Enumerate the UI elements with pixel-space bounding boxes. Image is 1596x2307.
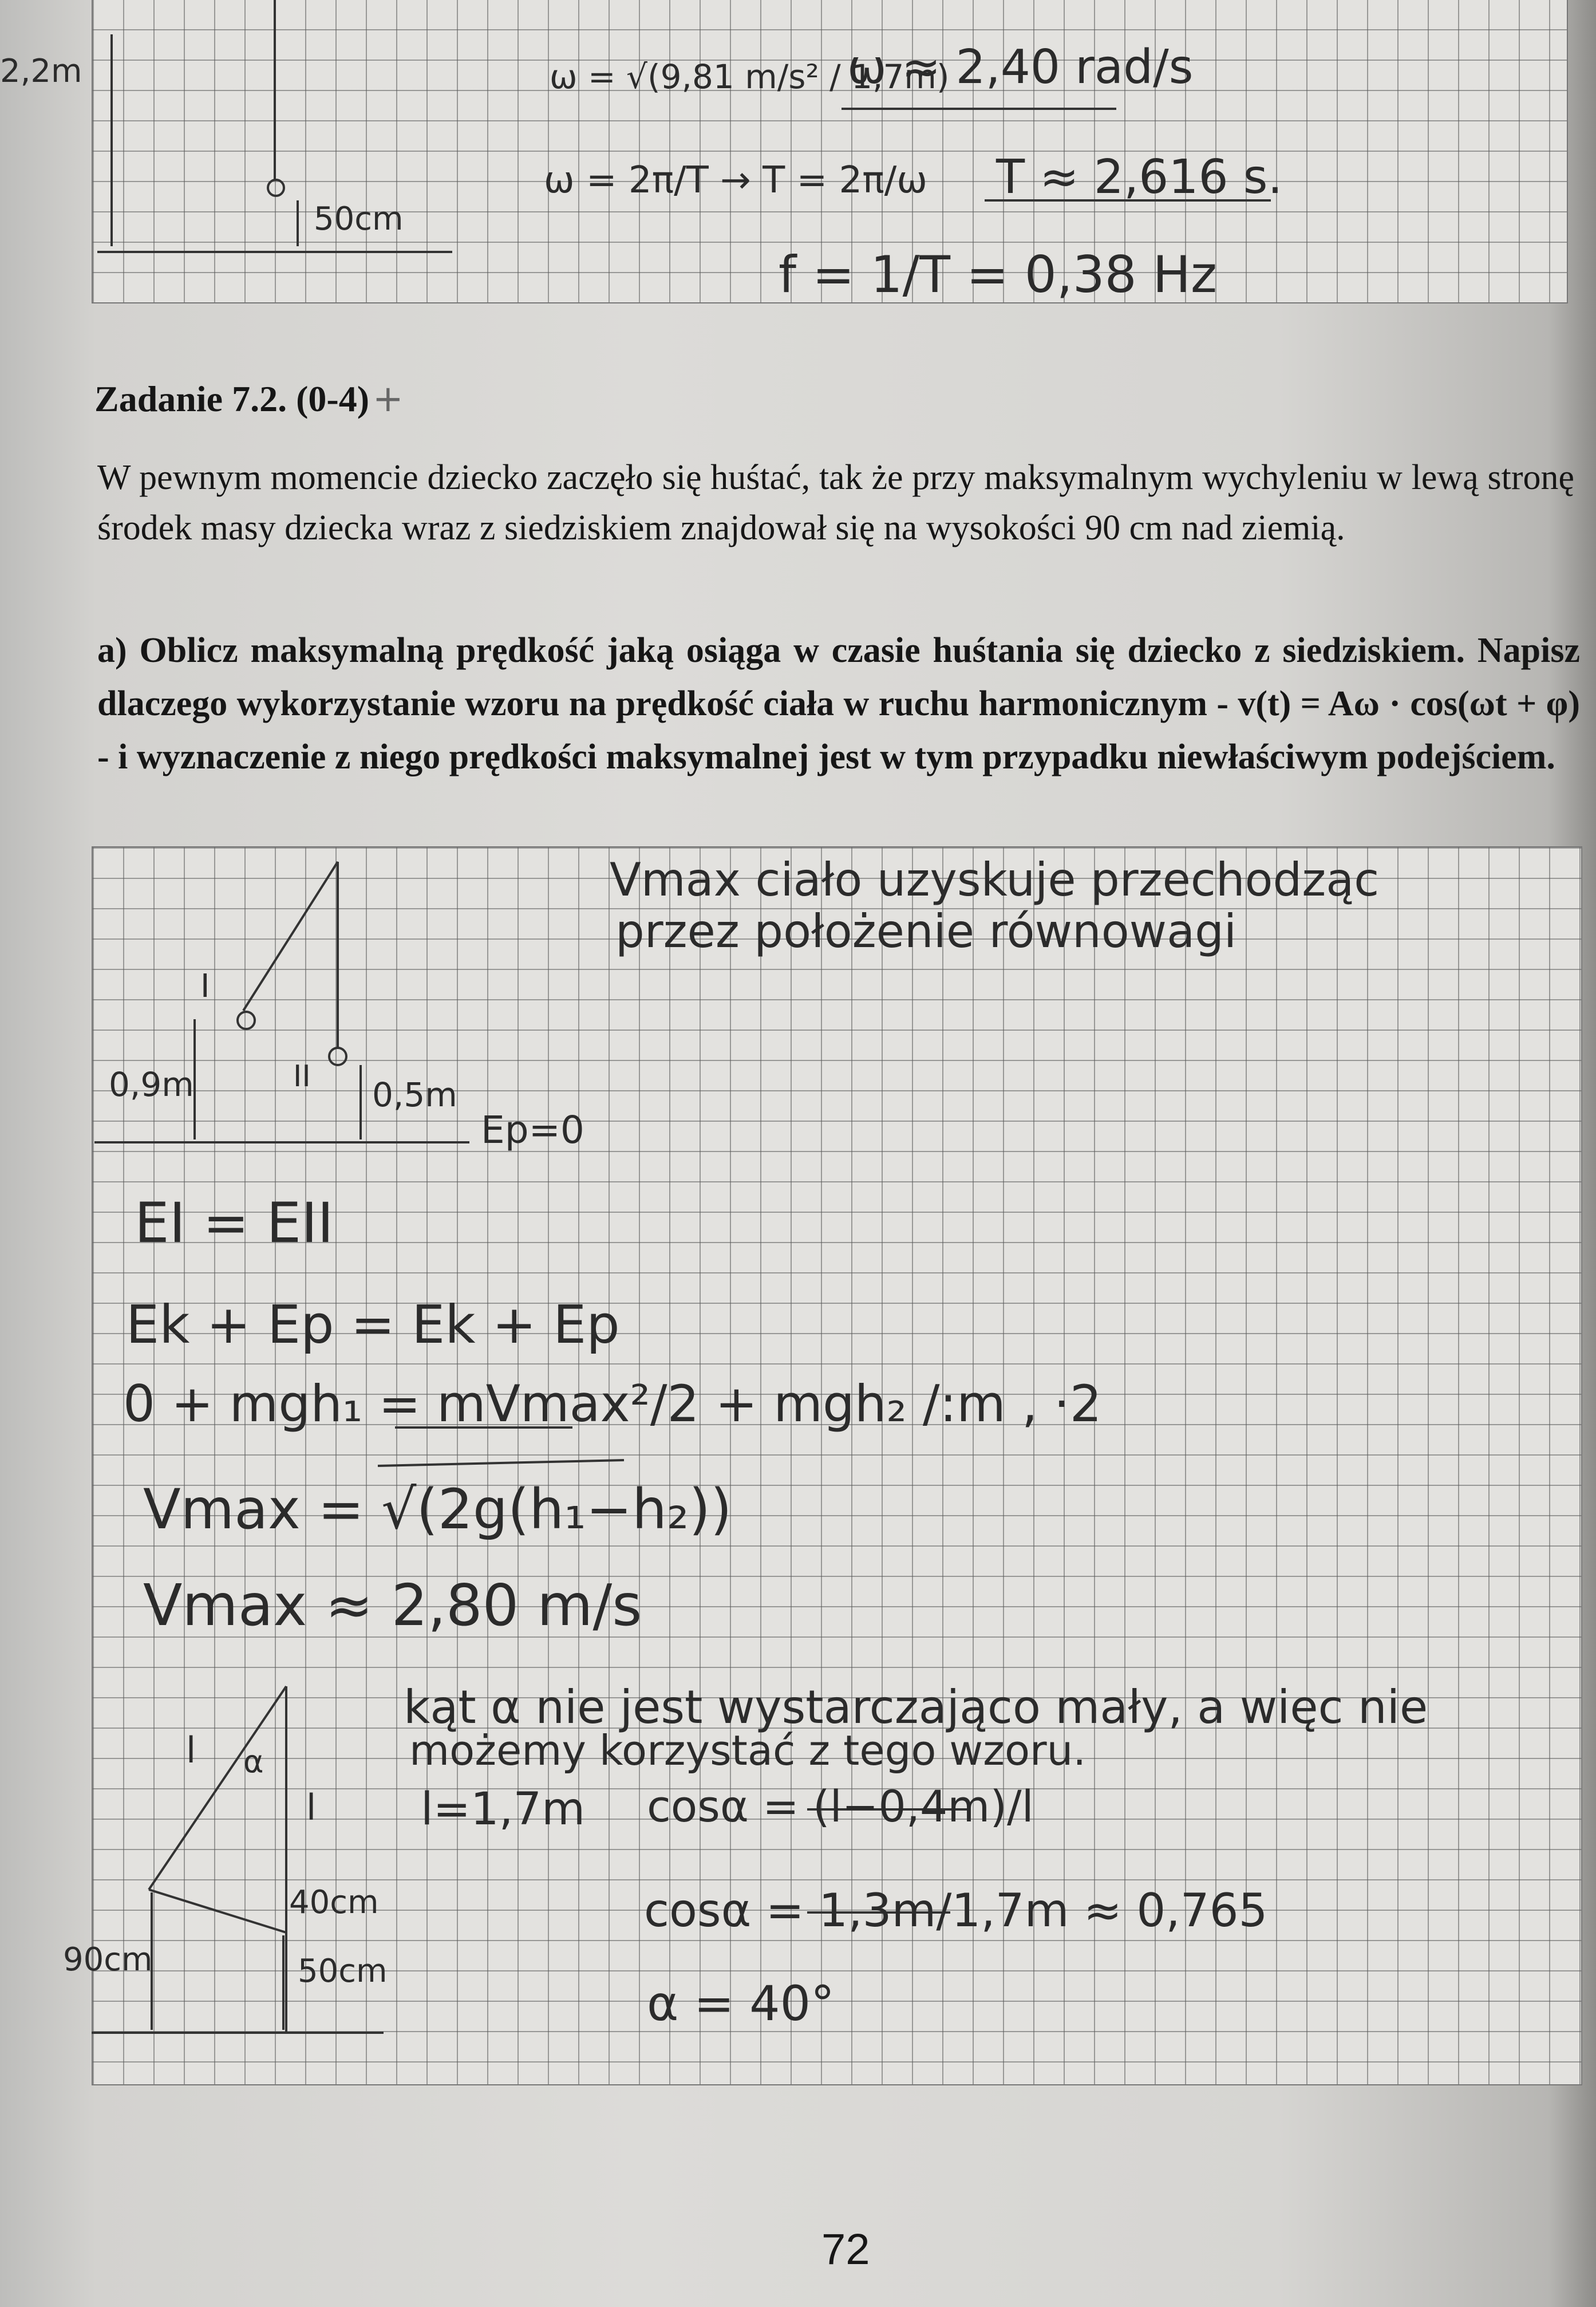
length-value: l=1,7m xyxy=(421,1784,586,1835)
energy-substitution: 0 + mgh₁ = mVmax²/2 + mgh₂ /:m , ·2 xyxy=(123,1374,1102,1433)
vmax-note-line1: Vmax ciało uzyskuje przechodząc xyxy=(610,853,1380,906)
alpha-result: α = 40° xyxy=(647,1975,835,2032)
energy-equality: EI = EII xyxy=(135,1191,334,1255)
vmax-note-line2: przez położenie równowagi xyxy=(615,905,1237,958)
label-l-left: l xyxy=(186,1729,196,1771)
label-2-2m: 2,2m xyxy=(0,53,82,90)
page-number: 72 xyxy=(821,2225,870,2274)
label-50cm-top: 50cm xyxy=(314,200,404,238)
task-question: a) Oblicz maksymalną prędkość jaką osiąga w czasie huśtania się dziecko z siedziskiem. Napisz dlaczego wykorzystanie wzoru na prędkość ciała w ruchu harmonicznym - v(t) = Aω · cos(ωt + φ) - i wyznaczenie z niego prędkości maksymalnej jest w tym przypadku niewłaściwym podejściem. xyxy=(97,631,1580,776)
label-position-I: I xyxy=(200,968,210,1005)
omega-period-relation: ω = 2π/T → T = 2π/ω xyxy=(544,159,927,202)
label-40cm: 40cm xyxy=(289,1884,379,1921)
ep-zero-label: Ep=0 xyxy=(481,1108,584,1152)
label-l-right: l xyxy=(306,1787,317,1828)
cos-alpha-value: cosα = 1,3m/1,7m ≈ 0,765 xyxy=(644,1884,1268,1937)
label-0-5m: 0,5m xyxy=(372,1075,457,1114)
label-50cm: 50cm xyxy=(298,1953,388,1990)
period-result: T ≈ 2,616 s. xyxy=(996,150,1283,204)
angle-note-line1: kąt α nie jest wystarczająco mały, a więc nie xyxy=(404,1681,1428,1734)
label-position-II: II xyxy=(293,1059,311,1094)
vmax-formula: Vmax = √(2g(h₁−h₂)) xyxy=(143,1477,732,1541)
label-0-9m: 0,9m xyxy=(109,1065,194,1104)
omega-formula: ω = √(9,81 m/s² / 1,7m) xyxy=(550,57,950,96)
angle-note-line2: możemy korzystać z tego wzoru. xyxy=(409,1726,1087,1774)
vmax-result: Vmax ≈ 2,80 m/s xyxy=(143,1572,642,1639)
label-90cm: 90cm xyxy=(63,1941,153,1978)
task-heading-text: Zadanie 7.2. (0-4) xyxy=(94,378,369,419)
label-alpha: α xyxy=(243,1744,264,1780)
task-intro: W pewnym momencie dziecko zaczęło się huśtać, tak że przy maksymalnym wychyleniu w lewą stronę środek masy dziecka wraz z siedziskiem znajdował się na wysokości 90 cm nad ziemią. xyxy=(97,458,1574,547)
cos-alpha-formula: cosα = (l−0,4m)/l xyxy=(647,1781,1034,1832)
frequency-result: f = 1/T = 0,38 Hz xyxy=(779,245,1218,304)
score-mark: + xyxy=(373,378,404,420)
energy-sum-equation: Ek + Ep = Ek + Ep xyxy=(126,1294,620,1355)
omega-result: ω ≈ 2,40 rad/s xyxy=(847,40,1194,94)
